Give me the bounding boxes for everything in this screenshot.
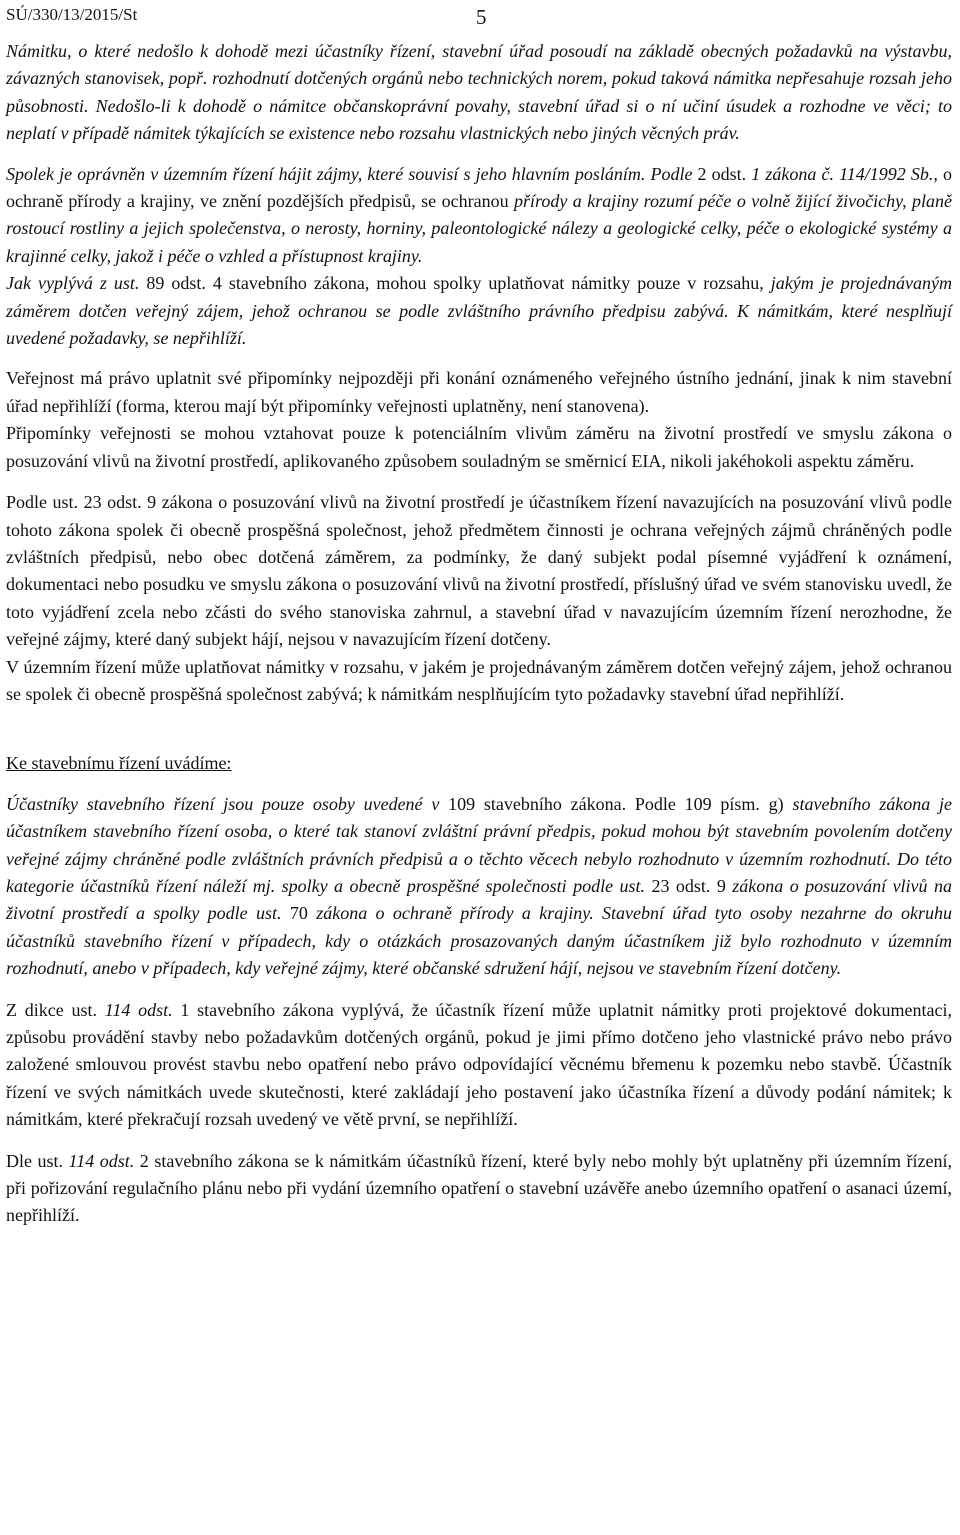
text-run: přírody a krajiny rozumí péče o volně žijící živočichy, planě rostoucí rostliny a jejich společenstva, o nerosty, horniny, paleontologické nálezy a geologické celky, péče o ekologické systémy a krajinné celky, jakož i péče o vzhled a přístupnost krajiny. bbox=[6, 191, 952, 266]
text-run: jakým je projednávaným záměrem dotčen veřejný zájem, jehož ochranou se podle zvláštního právního předpisu zabývá. K námitkám, které nesplňují uvedené požadavky, se nepřihlíží. bbox=[6, 273, 952, 349]
paragraph-public-comments-scope bbox=[6, 420, 952, 475]
paragraph-objection-decision bbox=[6, 38, 952, 148]
text-run: 2 stavebního zákona se k námitkám účastníků řízení, které byly nebo mohly být uplatněny při územním řízení, při pořizování regulačního plánu nebo při vydání územního opatření o stavební uzávěře anebo územního opatření o asanaci území, nepřihlíží. bbox=[6, 1150, 953, 1226]
text-run: zákona o ochraně přírody a krajiny. Stavební úřad tyto osoby nezahrne do okruhu účastníků stavebního řízení v případech, kdy o otázkách prosazovaných daným účastníkem již bylo rozhodnuto v územním rozhodnutí, anebo v případech, kdy veřejné zájmy, které občanské sdružení hájí, nejsou ve stavebním řízení dotčeny. bbox=[6, 903, 953, 979]
text-run: Dle ust. bbox=[6, 1150, 64, 1171]
paragraph-public-comments bbox=[6, 365, 952, 420]
text-run: Účastníky stavebního řízení jsou pouze osoby uvedené v bbox=[6, 793, 440, 814]
text-run: 2 odst. bbox=[692, 163, 747, 184]
document-reference: SÚ/330/13/2015/St bbox=[6, 5, 138, 24]
paragraph-section-114-1 bbox=[6, 997, 952, 1134]
text-run: Jak vyplývá z ust. bbox=[6, 273, 140, 294]
paragraph-association-rights bbox=[6, 161, 952, 271]
text-run: 114 odst. bbox=[63, 1150, 135, 1171]
document-body bbox=[6, 38, 952, 1230]
text-run: , o ochraně přírody a krajiny, ve znění pozdějších předpisů, se ochranou bbox=[6, 163, 952, 212]
text-run: 1 zákona č. 114/1992 Sb. bbox=[746, 163, 934, 184]
paragraph-territorial-objections bbox=[6, 654, 952, 709]
section-heading: Ke stavebnímu řízení uvádíme: bbox=[6, 753, 232, 774]
text-run: 89 odst. 4 stavebního zákona, mohou spolky uplatňovat námitky pouze v rozsahu, bbox=[139, 273, 771, 294]
text-run: 109 stavebního zákona. Podle 109 písm. g) bbox=[439, 793, 793, 814]
text-run: stavebního zákona je účastníkem stavebního řízení osoba, o které tak stanoví zvláštní právní předpis, pokud mohou být stavebním povolením dotčeny veřejné zájmy chráněné podle zvláštních právních předpisů a o těchto věcech nebylo rozhodnuto v územním rozhodnutí. Do této kategorie účastníků řízení náleží mj. spolky a obecně prospěšné společnosti podle ust. bbox=[6, 793, 952, 896]
text-run: Námitku, o které nedošlo k dohodě mezi účastníky řízení, stavební úřad posoudí na základě obecných požadavků na výstavbu, závazných stanovisek, popř. rozhodnutí dotčených orgánů nebo technických norem, pokud taková námitka nepřesahuje rozsah jeho působnosti. Nedošlo-li k dohodě o námitce občanskoprávní povahy, stavební úřad si o ní učiní úsudek a rozhodne ve věci; to neplatí v případě námitek týkajících se existence nebo rozsahu vlastnických nebo jiných věcných práv. bbox=[6, 41, 952, 144]
text-run: Veřejnost má právo uplatnit své připomínky nejpozději při konání oznámeného veřejného ústního jednání, jinak k nim stavební úřad nepřihlíží (forma, kterou mají být připomínky veřejnosti uplatněny, není stanovena). bbox=[6, 368, 952, 416]
text-run: 1 stavebního zákona vyplývá, že účastník řízení může uplatnit námitky proti projektové dokumentaci, způsobu provádění stavby nebo požadavkům dotčených orgánů, pokud je jimi přímo dotčeno jeho vlastnické právo nebo právo založené smlouvou provést stavbu nebo opatření nebo právo odpovídající věcnému břemenu k pozemku nebo stavbě. Účastník řízení ve svých námitkách uvede skutečnosti, které zakládají jeho postavení jako účastníka řízení a důvody podání námitek; k námitkám, které překračují rozsah uvedený ve větě první, se nepřihlíží. bbox=[6, 999, 953, 1130]
paragraph-building-participants bbox=[6, 791, 952, 983]
page-header bbox=[6, 5, 954, 31]
text-run: 23 odst. 9 bbox=[645, 875, 733, 896]
text-run: Podle ust. 23 odst. 9 zákona o posuzování vlivů na životní prostředí je účastníkem řízení navazujících na posuzování vlivů podle tohoto zákona spolek či obecně prospěšná společnost, jehož předmětem činnosti je ochrana veřejných zájmů chráněných podle zvláštních předpisů, nebo obec dotčená záměrem, za podmínky, že daný subjekt podal písemné vyjádření k oznámení, dokumentaci nebo posudku ve smyslu zákona o posuzování vlivů na životní prostředí, příslušný úřad ve svém stanovisku uvedl, že toto vyjádření zcela nebo zčásti do svého stanoviska zahrnul, a stavební úřad v navazujícím územním řízení nerozhodne, že veřejné zájmy, které daný subjekt hájí, nejsou v navazujícím řízení dotčeny. bbox=[6, 492, 952, 650]
paragraph-association-objections bbox=[6, 270, 952, 352]
paragraph-section-114-2 bbox=[6, 1148, 952, 1230]
text-run: 114 odst. bbox=[104, 999, 173, 1020]
section-heading-building-procedure bbox=[6, 750, 952, 777]
text-run: Spolek je oprávněn v územním řízení hájit zájmy, které souvisí s jeho hlavním posláním. Podle bbox=[6, 163, 693, 184]
text-run: zákona o posuzování vlivů na životní prostředí a spolky podle ust. bbox=[6, 875, 952, 924]
text-run: V územním řízení může uplatňovat námitky v rozsahu, v jakém je projednávaným záměrem dotčen veřejný zájem, jehož ochranou se spolek či obecně prospěšná společnost zabývá; k námitkám nesplňujícím tyto požadavky stavební úřad nepřihlíží. bbox=[6, 656, 952, 704]
text-run: 70 bbox=[281, 903, 317, 924]
text-run: Připomínky veřejnosti se mohou vztahovat pouze k potenciálním vlivům záměru na životní prostředí ve smyslu zákona o posuzování vlivů na životní prostředí, aplikovaného způsobem souladným se směrnicí EIA, nikoli jakéhokoli aspektu záměru. bbox=[6, 423, 952, 471]
text-run: Z dikce ust. bbox=[6, 999, 105, 1020]
page-number: 5 bbox=[476, 5, 487, 29]
paragraph-eia-participant bbox=[6, 489, 952, 653]
